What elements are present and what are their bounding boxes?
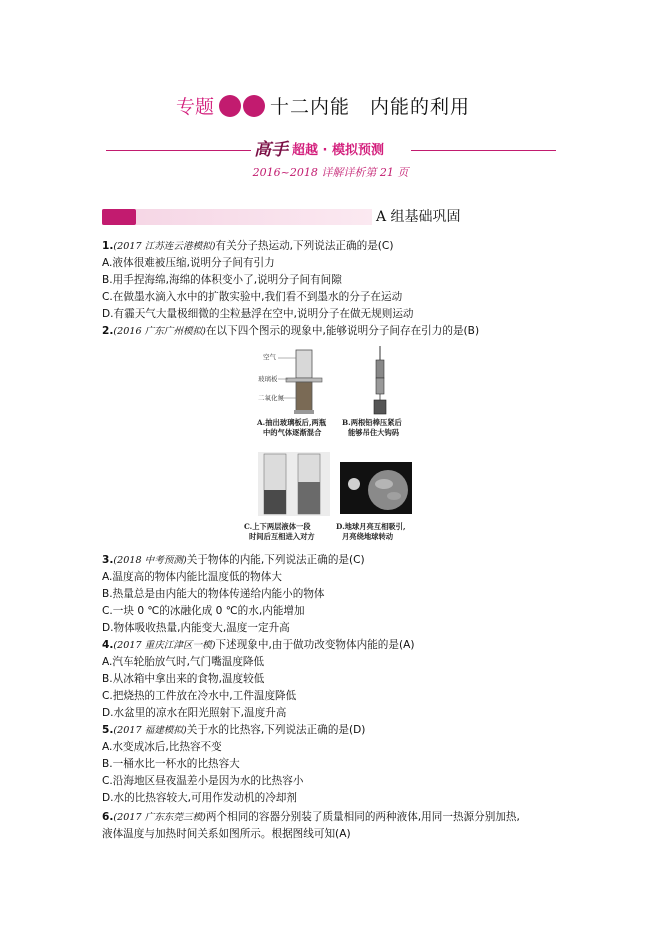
question-text: 有关分子热运动,下列说法正确的是(C) [215,240,394,252]
question-4-option-a: A.汽车轮胎放气时,气门嘴温度降低 [102,656,265,668]
figure-c-caption-line2: 时间后互相进入对方 [249,532,315,541]
question-text: 关于物体的内能,下列说法正确的是(C) [186,554,365,566]
banner-logo: 高手 [254,140,288,160]
question-source: (2016 广东广州模拟) [113,326,206,337]
question-source: (2017 重庆江津区一模) [113,640,216,651]
question-text: 下述现象中,由于做功改变物体内能的是(A) [215,639,415,651]
question-4-stem: 4.(2017 重庆江津区一模)下述现象中,由于做功改变物体内能的是(A) [102,639,415,651]
question-4-option-b: B.从冰箱中拿出来的食物,温度较低 [102,673,265,685]
figure-b-lead-rods [368,346,392,418]
figure-d-caption-line2: 月亮绕地球转动 [342,532,394,541]
figure-b-caption-line1: B.两根铅棒压紧后 [342,418,402,427]
question-5-option-c: C.沿海地区昼夜温差小是因为水的比热容小 [102,775,304,787]
question-1-option-d: D.有霾天气大量极细微的尘粒悬浮在空中,说明分子在做无规则运动 [102,308,414,320]
question-text: 在以下四个图示的现象中,能够说明分子间存在引力的是(B) [205,325,480,337]
title-prefix: 专题 [176,96,215,118]
question-1-stem: 1.(2017 江苏连云港模拟)有关分子热运动,下列说法正确的是(C) [102,240,394,252]
question-number: 5 [102,724,110,736]
question-5-stem: 5.(2017 福建模拟)关于水的比热容,下列说法正确的是(D) [102,724,366,736]
question-number: 1 [102,240,110,252]
question-3-option-c: C.一块 0 ℃的冰融化成 0 ℃的水,内能增加 [102,605,305,617]
question-5-option-a: A.水变成冰后,比热容不变 [102,741,222,753]
question-6-stem: 6.(2017 广东东莞三模)两个相同的容器分别装了质量相同的两种液体,用同一热源分别加热, [102,811,520,823]
section-marker [102,209,136,225]
question-4-option-d: D.水盆里的凉水在阳光照射下,温度升高 [102,707,287,719]
figure-b-caption-line2: 能够吊住大钩码 [348,428,400,437]
question-1-option-c: C.在做墨水滴入水中的扩散实验中,我们看不到墨水的分子在运动 [102,291,403,303]
figure-a-gas-jars [278,348,328,416]
question-3-stem: 3.(2018 中考预测)关于物体的内能,下列说法正确的是(C) [102,554,365,566]
question-3-option-a: A.温度高的物体内能比温度低的物体大 [102,571,282,583]
question-3-option-d: D.物体吸收热量,内能变大,温度一定升高 [102,622,290,634]
figure-a-label-glass: 玻璃板 [258,375,278,383]
question-source: (2017 福建模拟) [113,725,187,736]
figure-a-caption-line2: 中的气体逐渐混合 [263,428,322,437]
figure-a-label-no2: 二氧化氮 [258,394,284,402]
section-bar [102,209,372,225]
question-3-option-b: B.热量总是由内能大的物体传递给内能小的物体 [102,588,325,600]
title-dots-icon [218,94,266,118]
question-source: (2018 中考预测) [113,555,187,566]
figure-c-caption-line1: C.上下两层液体一段 [244,522,311,531]
figure-d-earth-moon [340,462,412,514]
question-text: 两个相同的容器分别装了质量相同的两种液体,用同一热源分别加热, [205,811,520,823]
question-source: (2017 江苏连云港模拟) [113,241,216,252]
question-source: (2017 广东东莞三模) [113,812,206,823]
figure-a-label-air: 空气 [263,353,276,361]
page-reference: 2016~2018 详解详析第 21 页 [252,166,409,179]
figure-c-liquid-layers [258,452,330,516]
question-number: 3 [102,554,110,566]
question-4-option-c: C.把烧热的工件放在冷水中,工件温度降低 [102,690,297,702]
question-number: 2 [102,325,110,337]
section-title: A 组基础巩固 [376,209,461,225]
figure-a-caption-line1: A.抽出玻璃板后,两瓶 [257,418,327,427]
title-main: 十二内能 内能的利用 [270,96,471,118]
page-title [0,92,661,122]
question-5-option-d: D.水的比热容较大,可用作发动机的冷却剂 [102,792,297,804]
question-1-option-a: A.液体很难被压缩,说明分子间有引力 [102,257,275,269]
question-1-option-b: B.用手捏海绵,海绵的体积变小了,说明分子间有间隙 [102,274,342,286]
banner-divider-right [411,150,556,151]
question-6-continuation: 液体温度与加热时间关系如图所示。根据图线可知(A) [102,828,351,840]
banner-divider-left [106,150,251,151]
question-text: 关于水的比热容,下列说法正确的是(D) [186,724,366,736]
question-number: 6 [102,811,110,823]
figure-d-caption-line1: D.地球月亮互相吸引, [336,522,406,531]
banner-subtitle: 超越 · 模拟预测 [292,143,384,158]
banner [106,140,556,160]
question-number: 4 [102,639,110,651]
question-5-option-b: B.一桶水比一杯水的比热容大 [102,758,240,770]
question-2-stem: 2.(2016 广东广州模拟)在以下四个图示的现象中,能够说明分子间存在引力的是(B) [102,325,480,337]
